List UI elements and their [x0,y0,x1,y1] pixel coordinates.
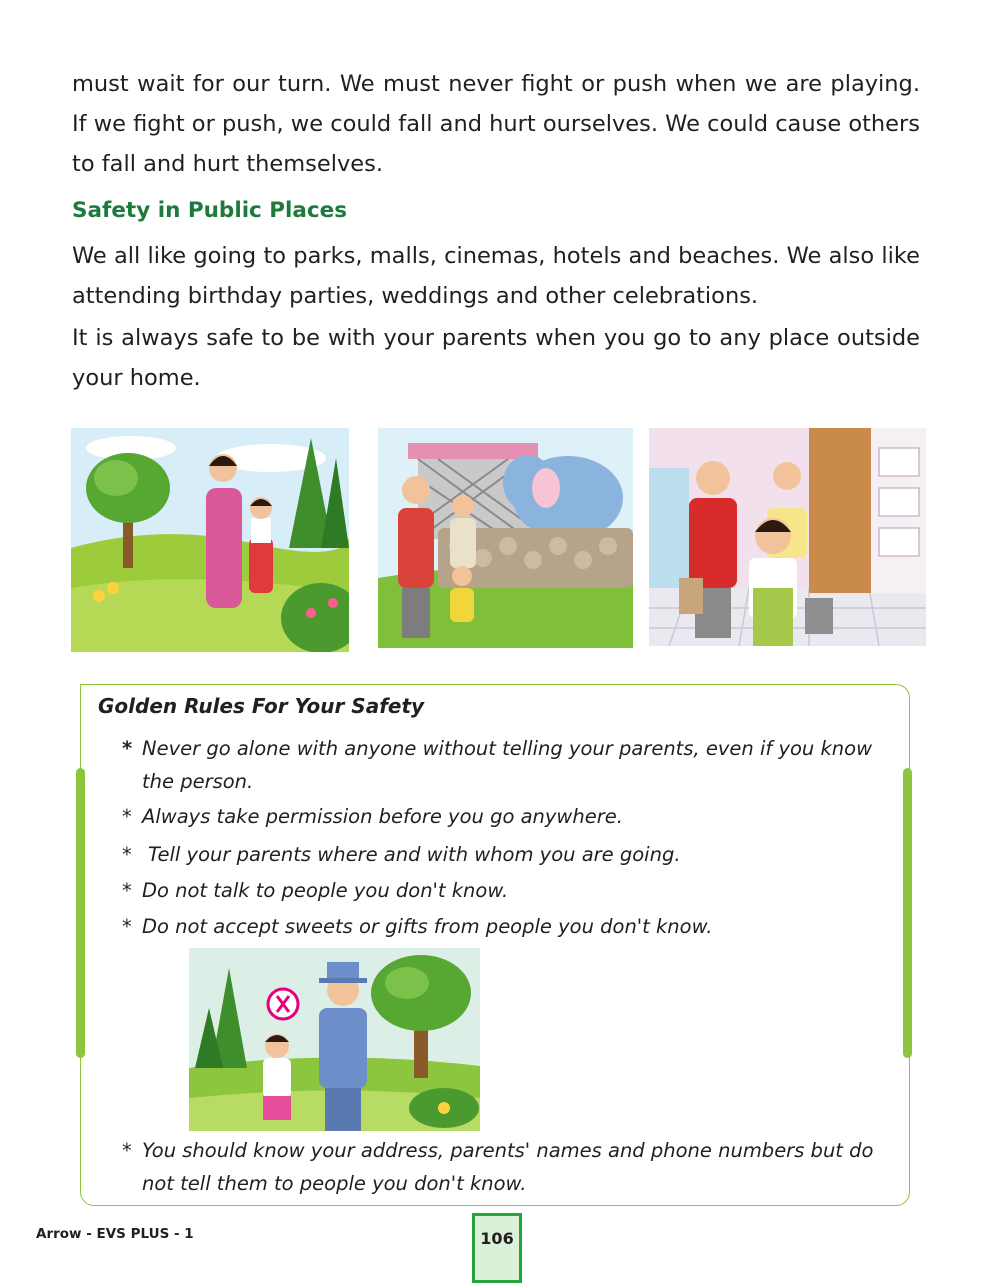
park-illustration [71,428,349,652]
bullet-star: * [122,737,133,760]
rule-text: Tell your parents where and with whom you are going. [148,843,681,866]
bullet-star: * [122,1139,132,1162]
zoo-illustration [378,428,633,648]
rule-text: You should know your address, parents' names and phone numbers but do not tell them to people you don't know. [142,1139,874,1195]
rule-item [122,874,902,907]
mall-illustration [649,428,926,646]
golden-rules-title: Golden Rules For Your Safety [98,694,425,718]
book-title: Arrow - EVS PLUS - 1 [36,1226,194,1242]
section-paragraph-1: We all like going to parks, malls, cinemas, hotels and beaches. We also like attending birthday parties, weddings and other celebrations. [72,243,920,309]
section-paragraph-2: It is always safe to be with your parents when you go to any place outside your home. [72,325,920,391]
rule-item [122,910,902,943]
rule-item [122,1134,902,1200]
bullet-star: * [122,879,132,902]
stranger-illustration [189,948,480,1131]
rule-text: Always take permission before you go anywhere. [142,805,623,828]
intro-paragraph: must wait for our turn. We must never fight or push when we are playing. If we fight or push, we could fall and hurt ourselves. We could cause others to fall and hurt themselves. [72,71,920,177]
left-accent-bar [76,768,85,1058]
section-heading: Safety in Public Places [72,198,348,223]
bullet-star: * [122,805,132,828]
rule-item [122,732,902,798]
rule-item [122,800,902,833]
page-number: 106 [472,1213,522,1283]
bullet-star: * [122,915,132,938]
bullet-star: * [122,843,132,866]
right-accent-bar [903,768,912,1058]
rule-text: Do not accept sweets or gifts from people you don't know. [142,915,713,938]
rule-text: Never go alone with anyone without telling your parents, even if you know the person. [142,737,873,793]
rule-item [122,838,902,871]
rule-text: Do not talk to people you don't know. [142,879,509,902]
